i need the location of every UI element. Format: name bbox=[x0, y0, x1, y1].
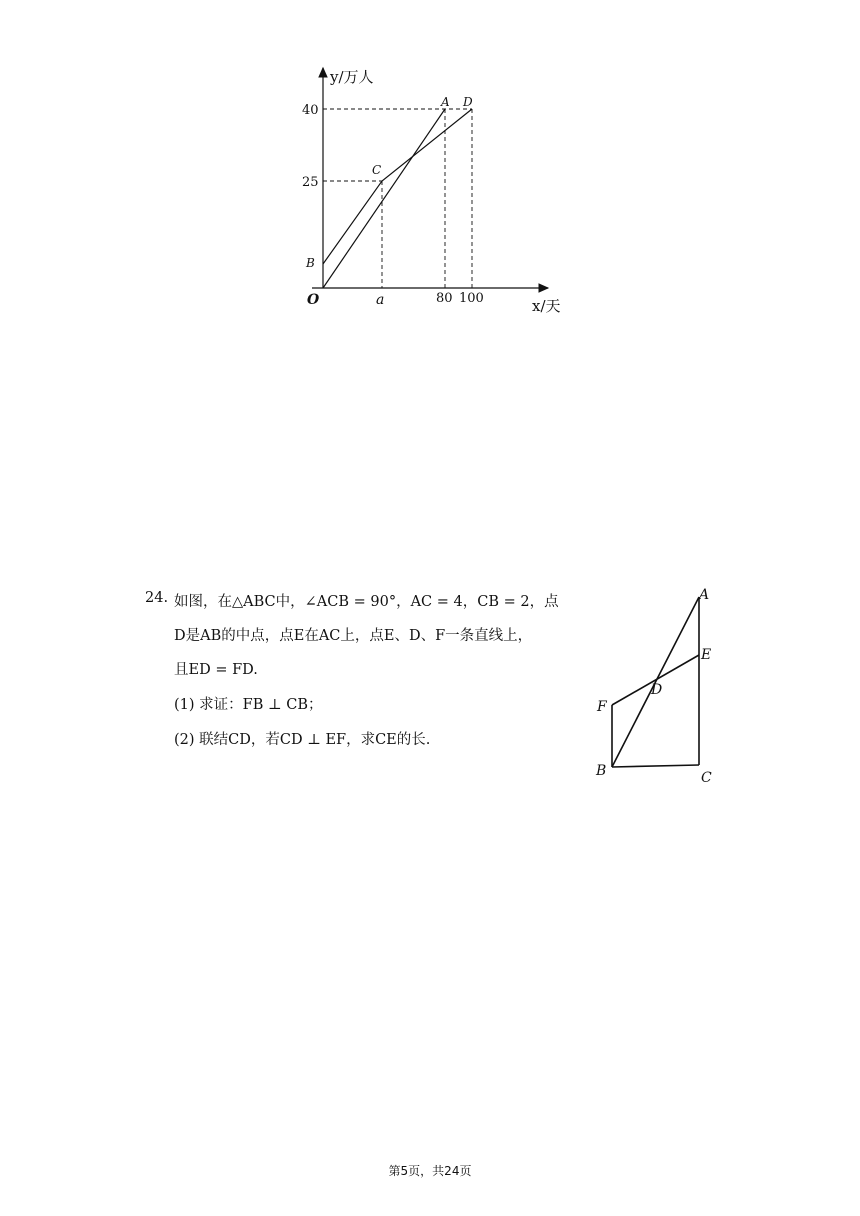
point-label-C: C bbox=[372, 163, 382, 177]
problem-part-1: (1) 求证：FB ⊥ CB； bbox=[174, 697, 323, 713]
point-label-A: A bbox=[441, 95, 450, 109]
problem-text-line-3: 且ED = FD. bbox=[174, 662, 258, 678]
x-axis-label: x/天 bbox=[532, 297, 561, 315]
x-tick-100: 100 bbox=[459, 291, 484, 306]
problem-number: 24. bbox=[145, 590, 169, 606]
y-tick-25: 25 bbox=[302, 175, 319, 190]
vertex-label-D: D bbox=[651, 682, 663, 698]
vertex-label-E: E bbox=[701, 647, 712, 663]
line-O-A bbox=[323, 109, 445, 288]
vertex-label-A: A bbox=[699, 587, 710, 603]
line-graph-figure bbox=[290, 60, 580, 320]
vertex-label-B: B bbox=[596, 763, 607, 779]
segment-BC bbox=[612, 765, 699, 767]
triangle-figure bbox=[585, 580, 725, 795]
x-tick-a: a bbox=[376, 292, 385, 308]
x-tick-80: 80 bbox=[436, 291, 453, 306]
page-footer: 第5页，共24页 bbox=[388, 1164, 472, 1178]
origin-label: O bbox=[307, 292, 320, 308]
y-axis-label: y/万人 bbox=[330, 68, 374, 86]
dashed-guides bbox=[323, 109, 472, 288]
problem-text-line-2: D是AB的中点，点E在AC上，点E、D、F一条直线上， bbox=[174, 628, 533, 644]
vertex-label-F: F bbox=[597, 699, 607, 715]
problem-part-2: (2) 联结CD，若CD ⊥ EF，求CE的长. bbox=[174, 732, 431, 748]
line-B-C-D bbox=[323, 109, 472, 264]
vertex-label-C: C bbox=[701, 770, 712, 786]
y-tick-40: 40 bbox=[302, 103, 319, 118]
point-label-B: B bbox=[306, 256, 315, 270]
point-label-D: D bbox=[463, 95, 473, 109]
problem-text-line-1: 如图，在△ABC中，∠ACB = 90°，AC = 4，CB = 2，点 bbox=[174, 594, 559, 610]
